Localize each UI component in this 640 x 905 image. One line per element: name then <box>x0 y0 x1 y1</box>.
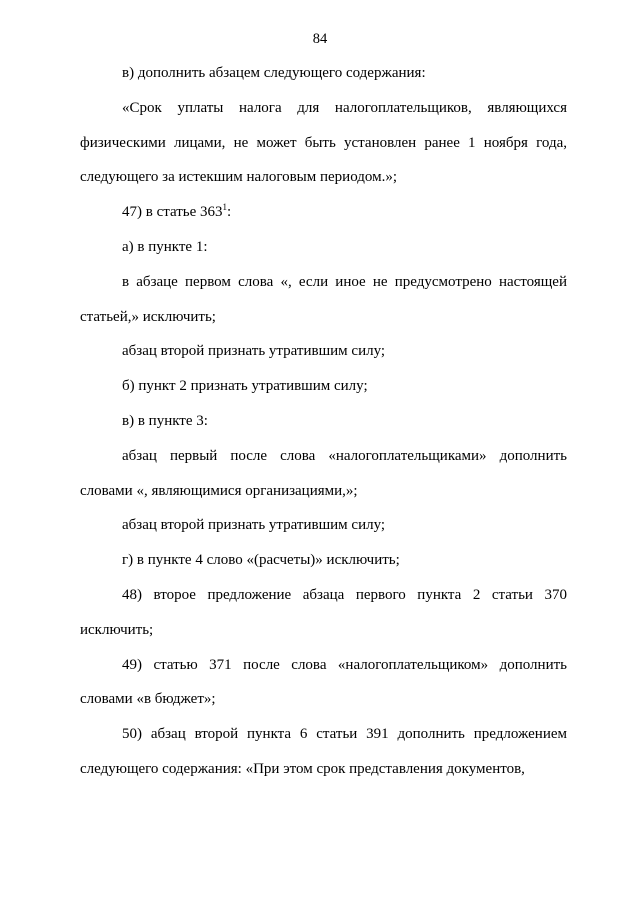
document-body <box>80 56 567 787</box>
paragraph-47-text: 47) в статье 363 <box>122 204 223 221</box>
paragraph-second-abzac-void-2: абзац второй признать утратившим силу; <box>122 517 386 534</box>
paragraph-g-point-4: г) в пункте 4 слово «(расчеты)» исключить; <box>122 552 400 569</box>
paragraph-47-colon: : <box>227 204 232 221</box>
paragraph-a-point-1: а) в пункте 1: <box>122 238 208 255</box>
paragraph-b-point-2-void: б) пункт 2 признать утратившим силу; <box>122 378 368 395</box>
paragraph-v-point-3: в) в пункте 3: <box>122 412 208 429</box>
paragraph-first-abzac-words: в абзаце первом слова «, если иное не предусмотрено настоящей статьей,» исключить; <box>80 273 567 325</box>
page-number: 84 <box>312 31 328 47</box>
superscript-index: 1 <box>222 202 228 213</box>
paragraph-48: 48) второе предложение абзаца первого пункта 2 статьи 370 исключить; <box>80 586 567 638</box>
paragraph-second-abzac-void: абзац второй признать утратившим силу; <box>122 343 386 360</box>
paragraph-quote-tax-deadline: «Срок уплаты налога для налогоплательщиков, являющихся физическими лицами, не может быть установлен ранее 1 ноября года, следующего за истекшим налоговым периодом.»; <box>80 99 567 186</box>
paragraph-47-article-363 <box>80 195 567 230</box>
paragraph-50: 50) абзац второй пункта 6 статьи 391 дополнить предложением следующего содержания: «При этом срок представления документов, <box>80 726 567 777</box>
paragraph-49: 49) статью 371 после слова «налогоплательщиком» дополнить словами «в бюджет»; <box>80 656 567 708</box>
paragraph-first-abzac-add-words: абзац первый после слова «налогоплательщиками» дополнить словами «, являющимися организациями,»; <box>80 447 567 499</box>
paragraph-v-add-abzac: в) дополнить абзацем следующего содержания: <box>122 65 426 81</box>
